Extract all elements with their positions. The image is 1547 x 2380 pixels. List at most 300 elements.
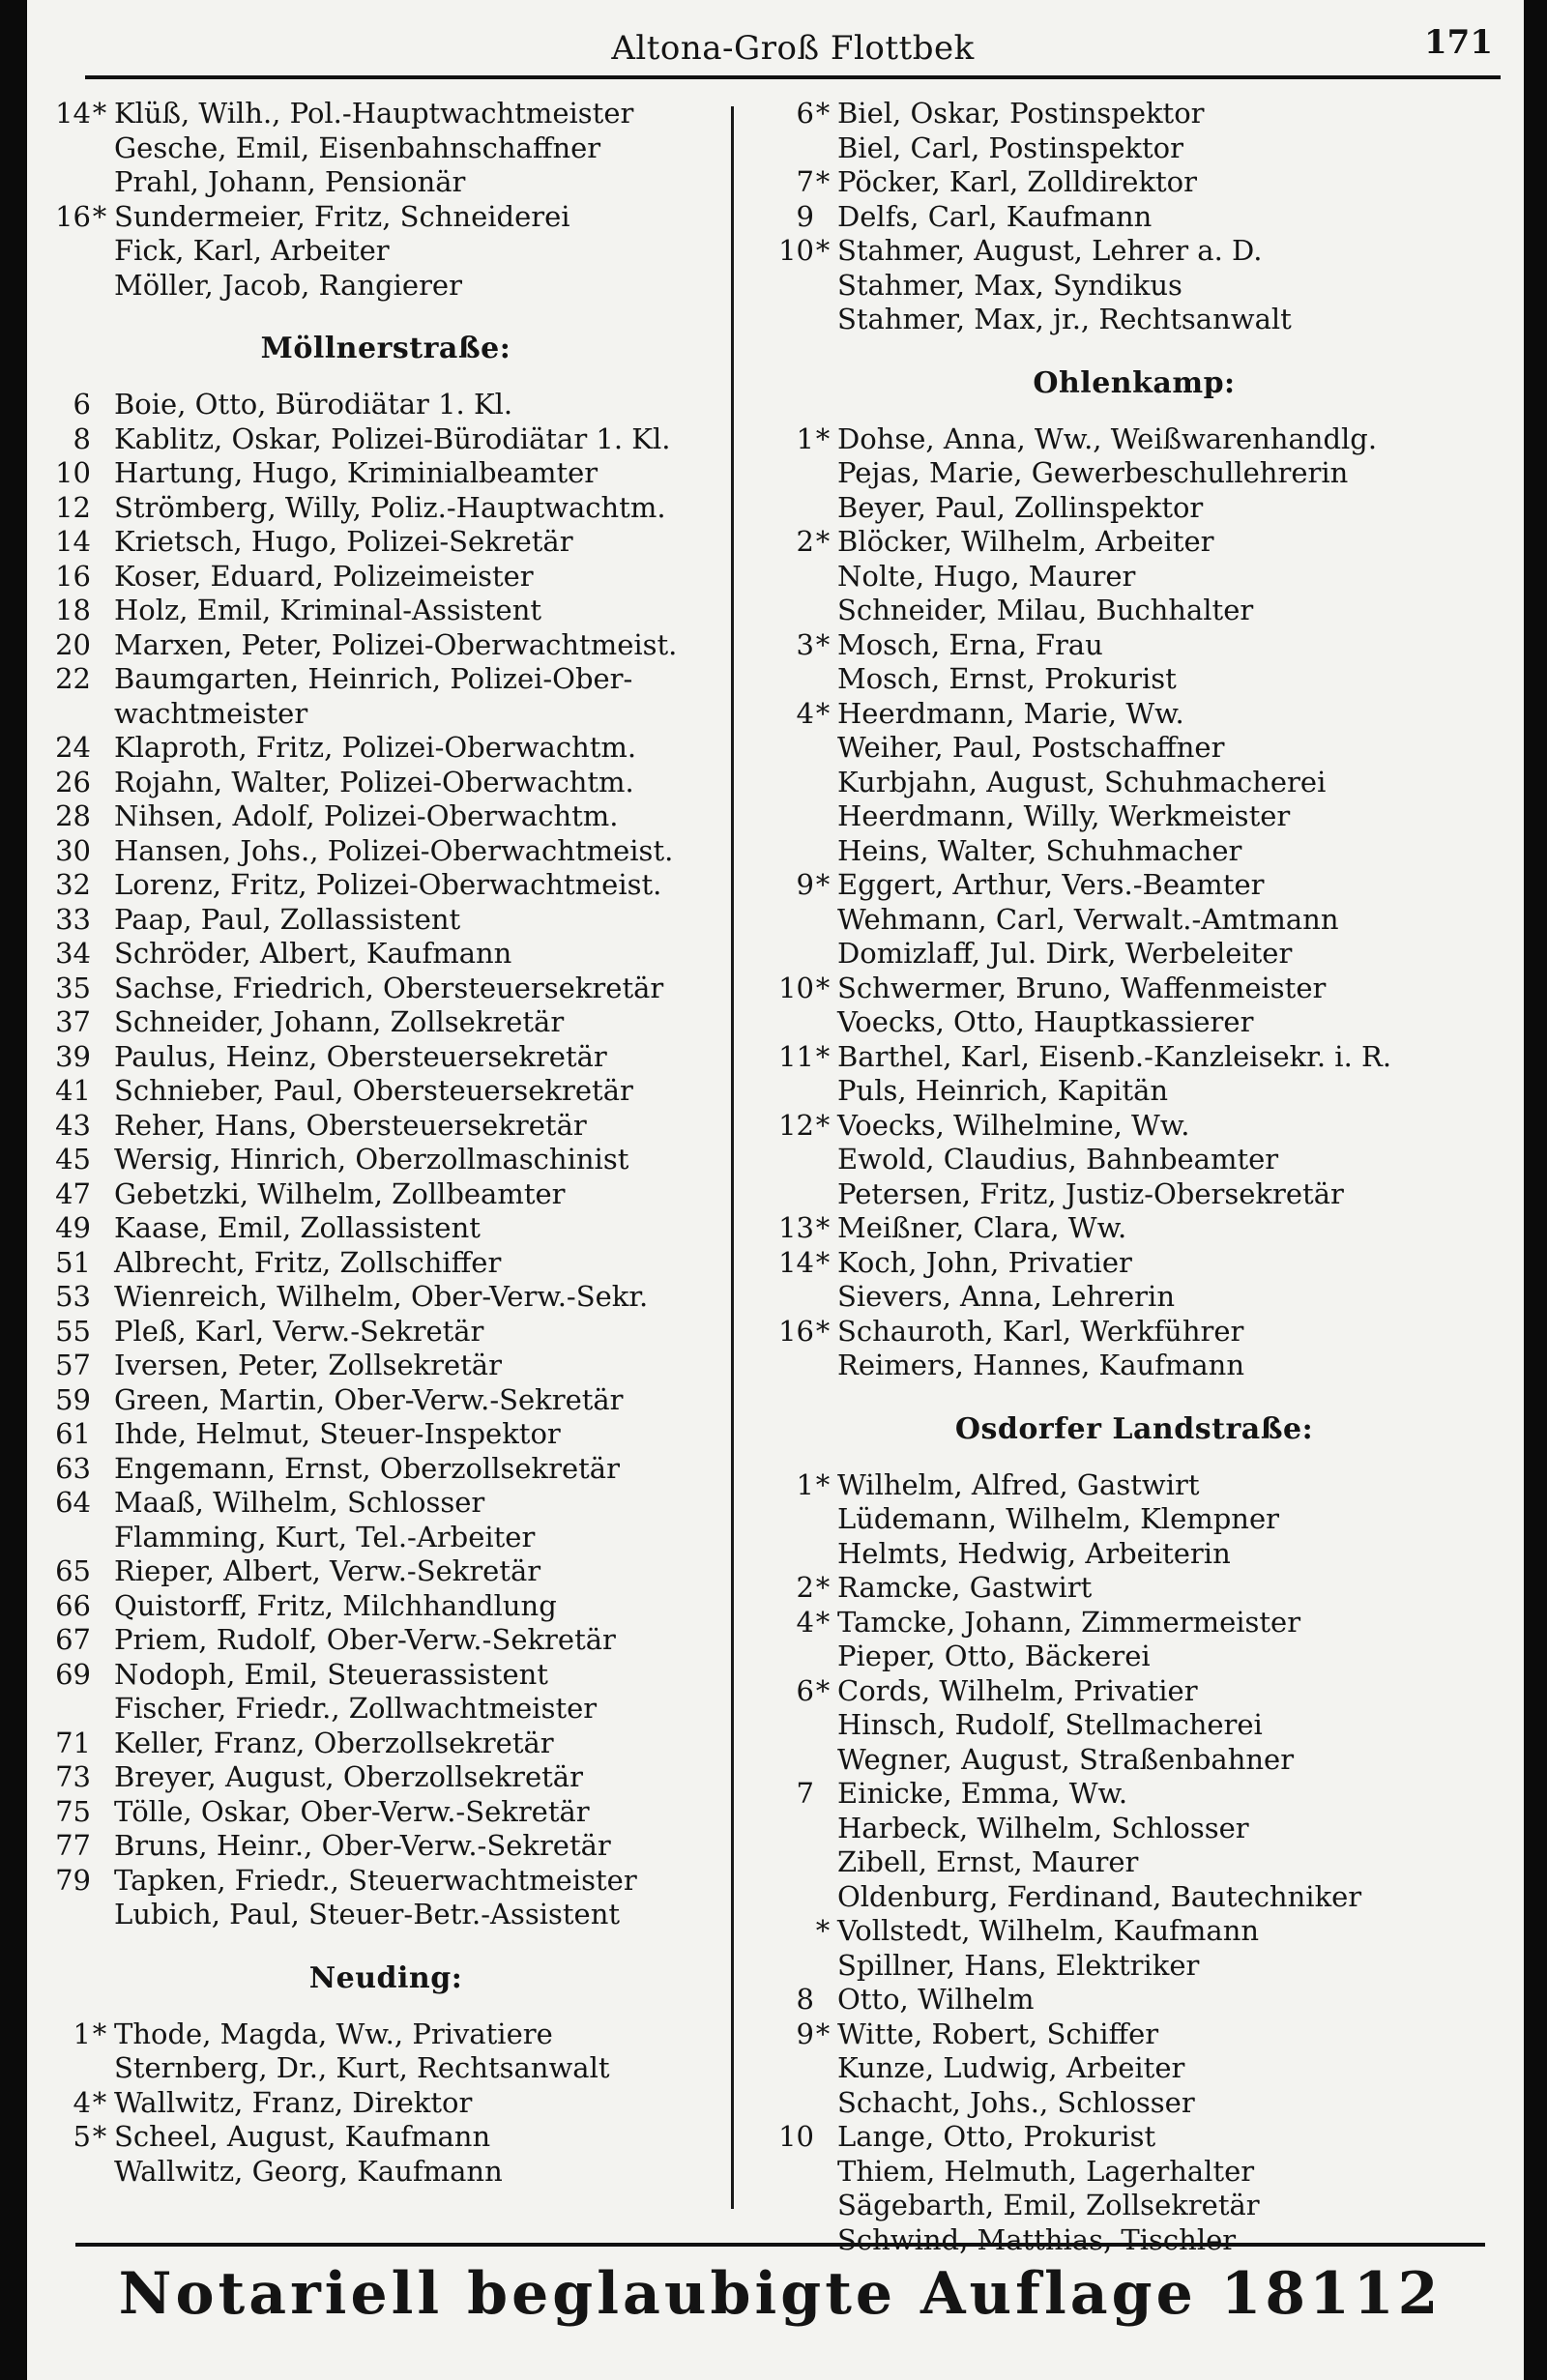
entry-text: Sievers, Anna, Lehrerin: [837, 1280, 1175, 1313]
house-number: 12: [55, 490, 91, 524]
directory-entry: [752, 1777, 1516, 1812]
house-number: 9: [796, 199, 814, 233]
house-number: 26: [55, 765, 91, 798]
directory-entry: [752, 560, 1516, 595]
directory-entry: [52, 491, 719, 526]
entry-text: Lange, Otto, Prokurist: [837, 2120, 1156, 2153]
directory-entry: [52, 1349, 719, 1383]
directory-entry: [752, 766, 1516, 800]
house-number: 41: [55, 1074, 91, 1107]
entry-text: Zibell, Ernst, Maurer: [837, 1845, 1139, 1878]
entry-text: Reher, Hans, Obersteuersekretär: [114, 1108, 587, 1142]
directory-entry: [752, 2189, 1516, 2223]
street-heading: Neuding:: [308, 1960, 463, 1995]
house-number: 8: [73, 421, 91, 455]
house-number: 47: [55, 1176, 91, 1210]
entry-text: Maaß, Wilhelm, Schlosser: [114, 1486, 485, 1519]
entry-text: Gesche, Emil, Eisenbahnschaffner: [114, 131, 601, 164]
entry-text: Schacht, Johs., Schlosser: [837, 2085, 1195, 2119]
owner-marker: *: [92, 199, 107, 233]
entry-text: Green, Martin, Ober-Verw.-Sekretär: [114, 1382, 624, 1416]
entry-text: Cords, Wilhelm, Privatier: [837, 1673, 1198, 1707]
entry-text: Heerdmann, Marie, Ww.: [837, 696, 1184, 730]
entry-text: Fischer, Friedr., Zollwachtmeister: [114, 1692, 598, 1725]
entry-text: Tapken, Friedr., Steuerwachtmeister: [114, 1863, 637, 1897]
directory-entry: [52, 868, 719, 903]
entry-text: Klaproth, Fritz, Polizei-Oberwachtm.: [114, 731, 637, 764]
directory-entry: [52, 1074, 719, 1109]
house-number: 4: [796, 1605, 814, 1639]
entry-text: Breyer, August, Oberzollsekretär: [114, 1760, 583, 1793]
entry-text: Beyer, Paul, Zollinspektor: [837, 490, 1204, 524]
directory-entry: [752, 1812, 1516, 1846]
entry-text: Lüdemann, Wilhelm, Klempner: [837, 1502, 1280, 1535]
street-heading: Osdorfer Landstraße:: [954, 1411, 1314, 1446]
house-number: 67: [55, 1623, 91, 1656]
entry-text: Oldenburg, Ferdinand, Bautechniker: [837, 1879, 1362, 1913]
directory-entry: [52, 560, 719, 595]
owner-marker: *: [92, 2017, 107, 2050]
house-number: 66: [55, 1588, 91, 1622]
house-number: 69: [55, 1657, 91, 1691]
directory-entry: [752, 799, 1516, 834]
entry-text: Ihde, Helmut, Steuer-Inspektor: [114, 1417, 561, 1450]
entry-text: Wallwitz, Georg, Kaufmann: [114, 2154, 503, 2188]
house-number: 8: [796, 1983, 814, 2016]
directory-entry: [752, 972, 1516, 1006]
directory-entry: [52, 766, 719, 800]
house-number: 57: [55, 1349, 91, 1381]
entry-text: Rojahn, Walter, Polizei-Oberwachtm.: [114, 765, 634, 798]
directory-entry: [52, 697, 719, 732]
entry-text: Pöcker, Karl, Zolldirektor: [837, 165, 1197, 198]
directory-entry: [52, 2017, 719, 2052]
owner-marker: *: [815, 1673, 831, 1707]
house-number: 30: [55, 833, 91, 867]
house-number: 18: [55, 594, 91, 626]
house-number: 1: [796, 1467, 814, 1501]
entry-text: Nolte, Hugo, Maurer: [837, 559, 1136, 593]
house-number: 6: [73, 388, 91, 421]
directory-entry: [52, 903, 719, 938]
entry-text: Ramcke, Gastwirt: [837, 1571, 1093, 1604]
owner-marker: *: [92, 97, 107, 130]
house-number: 71: [55, 1726, 91, 1759]
street-heading: Ohlenkamp:: [1033, 365, 1236, 400]
entry-text: Pejas, Marie, Gewerbeschullehrerin: [837, 456, 1349, 489]
entry-text: Domizlaff, Jul. Dirk, Werbeleiter: [837, 937, 1293, 970]
house-number: 7: [796, 1777, 814, 1810]
directory-entry: [52, 937, 719, 972]
entry-text: Scheel, August, Kaufmann: [114, 2120, 491, 2153]
directory-entry: [752, 525, 1516, 560]
owner-marker: *: [815, 97, 831, 130]
house-number: 13: [778, 1211, 814, 1244]
directory-entry: [752, 628, 1516, 663]
directory-entry: [752, 1537, 1516, 1572]
house-number: 65: [55, 1554, 91, 1587]
entry-text: Schauroth, Karl, Werkführer: [837, 1314, 1244, 1348]
house-number: 77: [55, 1829, 91, 1862]
entry-text: Quistorff, Fritz, Milchhandlung: [114, 1588, 557, 1622]
house-number: 37: [55, 1005, 91, 1038]
house-number: 20: [55, 627, 91, 661]
house-number: 45: [55, 1143, 91, 1175]
directory-entry: [52, 1554, 719, 1589]
column-divider: [731, 106, 734, 2209]
directory-entry: [752, 1845, 1516, 1880]
directory-entry: [752, 456, 1516, 491]
entry-text: Klüß, Wilh., Pol.-Hauptwachtmeister: [114, 97, 634, 130]
entry-text: Albrecht, Fritz, Zollschiffer: [114, 1245, 502, 1279]
entry-text: Gebetzki, Wilhelm, Zollbeamter: [114, 1176, 566, 1210]
entry-text: Schnieber, Paul, Obersteuersekretär: [114, 1074, 633, 1107]
house-number: 14: [55, 525, 91, 558]
entry-text: Mosch, Ernst, Prokurist: [837, 662, 1177, 695]
directory-entry: [52, 388, 719, 422]
entry-text: Thiem, Helmuth, Lagerhalter: [837, 2154, 1255, 2188]
entry-text: Petersen, Fritz, Justiz-Obersekretär: [837, 1176, 1344, 1210]
directory-entry: [752, 1143, 1516, 1177]
owner-marker: *: [815, 165, 831, 198]
entry-text: Reimers, Hannes, Kaufmann: [837, 1349, 1245, 1381]
entry-text: Koser, Eduard, Polizeimeister: [114, 559, 534, 593]
entry-text: Priem, Rudolf, Ober-Verw.-Sekretär: [114, 1623, 616, 1656]
house-number: 28: [55, 799, 91, 832]
directory-entry: [752, 1246, 1516, 1281]
owner-marker: *: [815, 696, 831, 730]
directory-entry: [752, 1743, 1516, 1778]
running-head: [85, 17, 1501, 79]
directory-entry: [752, 269, 1516, 304]
entry-text: Hansen, Johs., Polizei-Oberwachtmeist.: [114, 833, 674, 867]
directory-entry: [52, 269, 719, 304]
left-column: [52, 97, 719, 2189]
house-number: 24: [55, 731, 91, 764]
house-number: 9: [796, 2017, 814, 2050]
entry-text: Sundermeier, Fritz, Schneiderei: [114, 199, 570, 233]
directory-entry: [752, 662, 1516, 697]
entry-text: Nihsen, Adolf, Polizei-Oberwachtm.: [114, 799, 619, 832]
house-number: 22: [55, 662, 91, 695]
entry-text: Fick, Karl, Arbeiter: [114, 234, 390, 267]
directory-entry: [752, 937, 1516, 972]
entry-text: Spillner, Hans, Elektriker: [837, 1948, 1200, 1982]
entry-text: Schneider, Milau, Buchhalter: [837, 594, 1254, 626]
entry-text: Barthel, Karl, Eisenb.-Kanzleisekr. i. R.: [837, 1039, 1392, 1073]
owner-marker: *: [815, 234, 831, 267]
directory-entry: [752, 1606, 1516, 1640]
house-number: 9: [796, 868, 814, 901]
entry-text: Biel, Carl, Postinspektor: [837, 131, 1183, 164]
entry-text: Holz, Emil, Kriminal-Assistent: [114, 594, 542, 626]
entry-text: Kunze, Ludwig, Arbeiter: [837, 2051, 1185, 2084]
directory-entry: [752, 903, 1516, 938]
entry-text: Wallwitz, Franz, Direktor: [114, 2085, 473, 2119]
entry-text: Wienreich, Wilhelm, Ober-Verw.-Sekr.: [114, 1280, 649, 1313]
directory-entry: [52, 1452, 719, 1487]
entry-text: Heerdmann, Willy, Werkmeister: [837, 799, 1291, 832]
directory-entry: [752, 1349, 1516, 1383]
house-number: 10: [778, 2120, 814, 2153]
directory-entry: [52, 1864, 719, 1899]
directory-entry: [752, 422, 1516, 457]
directory-entry: [52, 1486, 719, 1521]
footer-advertisement: Notariell beglaubigte Auflage 18112: [75, 2243, 1485, 2345]
entry-text: Strömberg, Willy, Poliz.-Hauptwachtm.: [114, 490, 666, 524]
street-heading: Möllnerstraße:: [260, 332, 511, 365]
directory-entry: [52, 1143, 719, 1177]
directory-entry: [52, 97, 719, 131]
entry-text: Bruns, Heinr., Ober-Verw.-Sekretär: [114, 1829, 611, 1862]
directory-entry: [752, 200, 1516, 235]
directory-entry: [752, 1983, 1516, 2017]
directory-page: [27, 0, 1524, 2380]
owner-marker: *: [815, 1245, 831, 1279]
directory-entry: [52, 1760, 719, 1795]
directory-entry: [752, 1280, 1516, 1315]
entry-text: Tamcke, Johann, Zimmermeister: [837, 1605, 1301, 1639]
directory-entry: [52, 1417, 719, 1452]
owner-marker: *: [815, 1467, 831, 1501]
owner-marker: *: [92, 2085, 107, 2119]
directory-entry: [52, 1246, 719, 1281]
house-number: 2: [796, 525, 814, 558]
entry-text: Weiher, Paul, Postschaffner: [837, 731, 1225, 764]
house-number: 16: [778, 1314, 814, 1348]
house-number: 61: [55, 1417, 91, 1450]
directory-entry: [52, 1658, 719, 1693]
directory-entry: [52, 2051, 719, 2086]
directory-entry: [752, 1914, 1516, 1949]
directory-entry: [752, 97, 1516, 131]
directory-entry: [752, 1211, 1516, 1246]
house-number: 33: [55, 902, 91, 936]
entry-text: Paulus, Heinz, Obersteuersekretär: [114, 1039, 607, 1073]
entry-text: Baumgarten, Heinrich, Polizei-Ober-: [114, 662, 633, 695]
directory-entry: [752, 491, 1516, 526]
entry-text: Sternberg, Dr., Kurt, Rechtsanwalt: [114, 2051, 610, 2084]
directory-entry: [52, 1795, 719, 1830]
directory-entry: [52, 2086, 719, 2121]
entry-text: Wilhelm, Alfred, Gastwirt: [837, 1467, 1200, 1501]
directory-entry: [52, 731, 719, 766]
entry-text: Schwind, Matthias, Tischler: [837, 2222, 1237, 2256]
entry-text: Dohse, Anna, Ww., Weißwarenhandlg.: [837, 421, 1378, 455]
house-number: 1: [796, 421, 814, 455]
directory-entry: [52, 972, 719, 1006]
owner-marker: *: [815, 1914, 831, 1947]
directory-entry: [752, 594, 1516, 628]
directory-entry: [752, 2155, 1516, 2190]
entry-text: Stahmer, August, Lehrer a. D.: [837, 234, 1263, 267]
directory-entry: [752, 1005, 1516, 1040]
entry-text: Keller, Franz, Oberzollsekretär: [114, 1726, 554, 1759]
entry-text: Koch, John, Privatier: [837, 1245, 1132, 1279]
entry-text: Hartung, Hugo, Kriminialbeamter: [114, 456, 598, 489]
house-number: 73: [55, 1760, 91, 1793]
entry-text: Boie, Otto, Bürodiätar 1. Kl.: [114, 388, 513, 421]
house-number: 63: [55, 1451, 91, 1485]
directory-entry: [52, 1898, 719, 1932]
directory-entry: [52, 234, 719, 269]
directory-entry: [52, 594, 719, 628]
entry-text: Iversen, Peter, Zollsekretär: [114, 1349, 502, 1381]
owner-marker: *: [815, 421, 831, 455]
directory-entry: [752, 303, 1516, 337]
directory-entry: [52, 2120, 719, 2155]
entry-text: Rieper, Albert, Verw.-Sekretär: [114, 1554, 541, 1587]
house-number: 16: [55, 559, 91, 593]
directory-entry: [752, 868, 1516, 903]
house-number: 10: [778, 234, 814, 267]
directory-entry: [52, 1623, 719, 1658]
directory-entry: [752, 2017, 1516, 2052]
entry-text: Sägebarth, Emil, Zollsekretär: [837, 2189, 1260, 2221]
entry-text: Pleß, Karl, Verw.-Sekretär: [114, 1314, 484, 1348]
owner-marker: *: [92, 2120, 107, 2153]
house-number: 35: [55, 971, 91, 1004]
right-column: [752, 97, 1516, 2257]
entry-text: Helmts, Hedwig, Arbeiterin: [837, 1536, 1231, 1570]
directory-entry: [52, 131, 719, 166]
directory-entry: [52, 1109, 719, 1144]
house-number: 43: [55, 1108, 91, 1142]
entry-text: Eggert, Arthur, Vers.-Beamter: [837, 868, 1265, 901]
directory-entry: [752, 1640, 1516, 1674]
directory-entry: [52, 200, 719, 235]
entry-text: Tölle, Oskar, Ober-Verw.-Sekretär: [114, 1794, 590, 1828]
directory-entry: [52, 628, 719, 663]
entry-text: Witte, Robert, Schiffer: [837, 2017, 1159, 2050]
directory-entry: [752, 2120, 1516, 2155]
house-number: 2: [796, 1571, 814, 1604]
directory-entry: [52, 799, 719, 834]
entry-text: Prahl, Johann, Pensionär: [114, 165, 466, 198]
owner-marker: *: [815, 1571, 831, 1604]
directory-entry: [752, 1502, 1516, 1537]
directory-entry: [52, 1177, 719, 1212]
owner-marker: *: [815, 971, 831, 1004]
entry-text: Ewold, Claudius, Bahnbeamter: [837, 1143, 1279, 1175]
entry-text: Schneider, Johann, Zollsekretär: [114, 1005, 565, 1038]
house-number: 7: [796, 165, 814, 198]
directory-entry: [52, 1383, 719, 1418]
house-number: 16: [55, 199, 91, 233]
entry-text: Hinsch, Rudolf, Stellmacherei: [837, 1708, 1263, 1741]
owner-marker: *: [815, 627, 831, 661]
entry-text: Wegner, August, Straßenbahner: [837, 1742, 1295, 1776]
entry-text: Schröder, Albert, Kaufmann: [114, 937, 512, 970]
entry-text: Flamming, Kurt, Tel.-Arbeiter: [114, 1520, 536, 1553]
directory-entry: [752, 1074, 1516, 1109]
directory-entry: [52, 1829, 719, 1864]
directory-entry: [752, 1571, 1516, 1606]
entry-text: Möller, Jacob, Rangierer: [114, 268, 462, 302]
house-number: 4: [73, 2085, 91, 2119]
directory-entry: [52, 1315, 719, 1350]
house-number: 14: [55, 97, 91, 130]
directory-entry: [752, 234, 1516, 269]
entry-text: Blöcker, Wilhelm, Arbeiter: [837, 525, 1214, 558]
entry-text: Einicke, Emma, Ww.: [837, 1777, 1128, 1810]
entry-text: Delfs, Carl, Kaufmann: [837, 199, 1153, 233]
entry-text: Puls, Heinrich, Kapitän: [837, 1074, 1169, 1107]
directory-entry: [752, 834, 1516, 869]
entry-text: Otto, Wilhelm: [837, 1983, 1035, 2016]
house-number: 55: [55, 1314, 91, 1348]
house-number: 6: [796, 1673, 814, 1707]
owner-marker: *: [815, 525, 831, 558]
entry-text: Krietsch, Hugo, Polizei-Sekretär: [114, 525, 573, 558]
house-number: 59: [55, 1382, 91, 1416]
house-number: 10: [778, 971, 814, 1004]
directory-entry: [752, 1708, 1516, 1743]
house-number: 10: [55, 456, 91, 489]
entry-text: Kablitz, Oskar, Polizei-Bürodiätar 1. Kl.: [114, 421, 671, 455]
directory-entry: [52, 1521, 719, 1555]
directory-entry: [752, 1880, 1516, 1915]
directory-entry: [752, 1109, 1516, 1144]
directory-entry: [752, 1040, 1516, 1075]
entry-text: Schwermer, Bruno, Waffenmeister: [837, 971, 1327, 1004]
house-number: 39: [55, 1039, 91, 1073]
house-number: 34: [55, 937, 91, 970]
entry-text: Stahmer, Max, jr., Rechtsanwalt: [837, 303, 1292, 335]
directory-entry: [52, 1692, 719, 1727]
directory-entry: [752, 697, 1516, 732]
entry-text: Biel, Oskar, Postinspektor: [837, 97, 1205, 130]
page-number: 171: [1424, 23, 1493, 62]
owner-marker: *: [815, 868, 831, 901]
entry-text: Paap, Paul, Zollassistent: [114, 902, 461, 936]
directory-entry: [52, 1727, 719, 1761]
directory-entry: [752, 1315, 1516, 1350]
directory-entry: [52, 662, 719, 697]
entry-text: Stahmer, Max, Syndikus: [837, 268, 1182, 302]
house-number: 1: [73, 2017, 91, 2050]
house-number: 32: [55, 868, 91, 901]
entry-text: Lorenz, Fritz, Polizei-Oberwachtmeist.: [114, 868, 662, 901]
directory-entry: [752, 165, 1516, 200]
house-number: 75: [55, 1794, 91, 1828]
house-number: 53: [55, 1280, 91, 1313]
house-number: 3: [796, 627, 814, 661]
directory-entry: [752, 1949, 1516, 1984]
entry-text: Meißner, Clara, Ww.: [837, 1211, 1127, 1244]
entry-text: Thode, Magda, Ww., Privatiere: [114, 2017, 553, 2050]
entry-text: Voecks, Wilhelmine, Ww.: [837, 1108, 1190, 1142]
entry-text: Wersig, Hinrich, Oberzollmaschinist: [114, 1143, 629, 1175]
house-number: 11: [778, 1039, 814, 1073]
owner-marker: *: [815, 2017, 831, 2050]
directory-entry: [52, 1211, 719, 1246]
directory-entry: [52, 1280, 719, 1315]
entry-text: Heins, Walter, Schuhmacher: [837, 833, 1242, 867]
house-number: 12: [778, 1108, 814, 1142]
entry-text: Sachse, Friedrich, Obersteuersekretär: [114, 971, 664, 1004]
directory-entry: [752, 1177, 1516, 1212]
directory-entry: [752, 1674, 1516, 1709]
page-title: Altona-Groß Flottbek: [611, 29, 975, 68]
directory-entry: [52, 422, 719, 457]
house-number: 51: [55, 1245, 91, 1279]
directory-entry: [752, 2051, 1516, 2086]
house-number: 64: [55, 1486, 91, 1519]
entry-text: Harbeck, Wilhelm, Schlosser: [837, 1811, 1249, 1844]
entry-text: Voecks, Otto, Hauptkassierer: [837, 1005, 1254, 1038]
directory-entry: [52, 1005, 719, 1040]
